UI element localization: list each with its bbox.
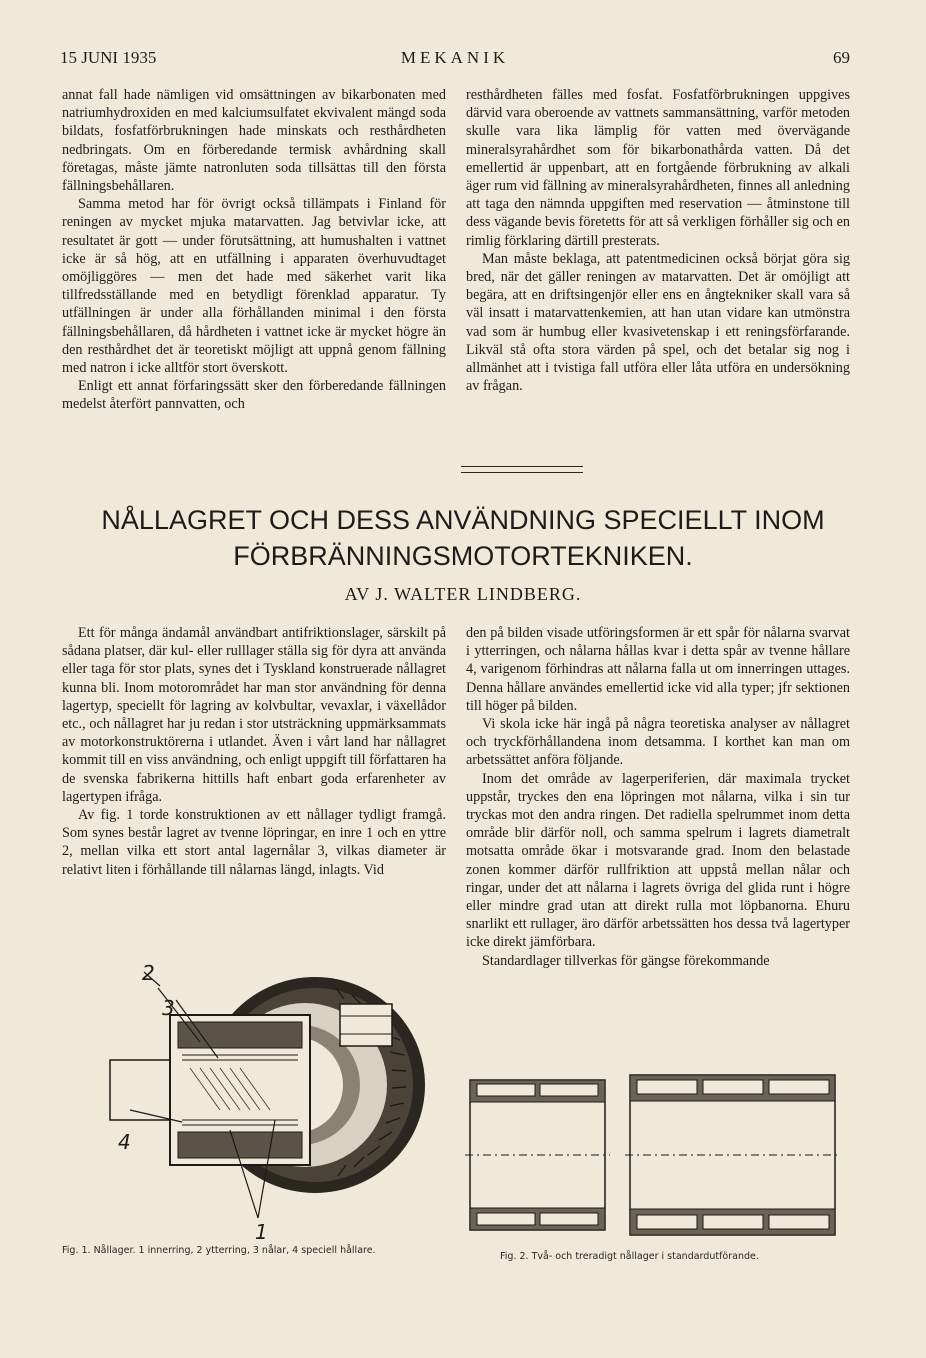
paragraph: annat fall hade nämligen vid omsättningen av bikarbonaten med natriumhydroxiden en med kalciumsulfatet ekvivalent mängd soda bildats, fosfatförbrukningen hade minskats och resthårdheten nedbringats. Om en förberedande termisk avhårdning skall företagas, måste jämte natronluten soda tillsättas till den första fällningsbehållaren. — [62, 87, 446, 195]
paragraph: den på bilden visade utföringsformen är ett spår för nålarna svarvat i ytterringen, och nålarna hållas kvar i detta spår av tvenne hållare 4, varigenom förhindras att nålarna falla ut om innerringen uttages. Denna hållare användes emellertid icke vid alla typer; jfr sektionen till höger på bilden. — [466, 625, 850, 714]
bottom-right-column — [466, 624, 850, 970]
paragraph: Man måste beklaga, att patentmedicinen också börjat göra sig bred, när det gäller reningen av matarvatten. Det är omöjligt att begära, att en driftsingenjör eller ens en ångtekniker skall vara så väl insatt i matarvattenkemien, att han utan vidare kan utmönstra vad som är humbug eller kvasivetenskap i ett reningsförfarande. Likväl stå ofta stora värden på spel, och det betalar sig nog i allmänhet att i tvistiga fall utföra eller låta utföra en undersökning av frågan. — [466, 250, 850, 395]
fig1-label-1: 1 — [255, 1220, 268, 1244]
paragraph: Inom det område av lagerperiferien, där maximala trycket uppstår, tryckes den ena löpringen mot nålarna, vilka i sin tur tryckas mot den andra ringen. Det radiella spelrummet inom detta område blir därför noll, och samma spelrum i lagrets diametralt motsatta område ökar i motsvarande grad. Inom den belastade zonen kommer därför rullfriktion att uppstå mellan nålar och ringar, under det att nålarna i lagrets övriga del glida runt i högre eller mindre grad utan att direkt rulla mot löpbanorna. Ehuru snarlikt ett rullager, äro därför arbetssätten hos dessa två lagertyper icke direkt jämförbara. — [466, 770, 850, 951]
paragraph: Samma metod har för övrigt också tillämpats i Finland för reningen av mycket mjuka matarvatten. Jag betvivlar icke, att resultatet är gott — under förutsättning, att humushalten i vattnet icke är så hög, att en utfällning i apparaten överhuvudtaget omöjliggöres — men det hade med säkerhet varit lika tillfredsställande med en betydligt förenklad apparatur. Ty utfällningen är under alla förhållanden minimal i den första fällningsbehållaren, då hårdheten i vattnet icke är mycket högre än den resthårdhet det är teoretiskt möjligt att uppnå genom fällning med natron i icke alltför stort överskott. — [62, 196, 446, 377]
figure-2-caption: Fig. 2. Två- och treradigt nållager i standardutförande. — [500, 1251, 759, 1262]
bottom-left-column — [62, 624, 446, 879]
paragraph: Enligt ett annat förfaringssätt sker den förberedande fällningen medelst återfört pannvatten, och — [62, 378, 446, 413]
paragraph: Standardlager tillverkas för gängse förekommande — [482, 952, 770, 969]
paragraph: Av fig. 1 torde konstruktionen av ett nållager tydligt framgå. Som synes består lagret av tvenne löpringar, en inre 1 och en yttre 2, mellan vilka ett stort antal lagernålar 3, vilkas diameter är relativt liten i förhållande till nålarnas längd, inlagts. Vid — [62, 807, 446, 878]
paragraph: Ett för många ändamål användbart antifriktionslager, särskilt på sådana platser, där kul- eller rulllager ställa sig för dyra att använda eller taga för stor plats, synes det i Tyskland konstruerade nållagret kunna bli. Inom motorområdet har man stor användning för denna lagertyp, speciellt för lagring av kolvbultar, vevaxlar, i växellådor etc., och nållagret har ju redan i stor utsträckning uppmärksammats av motorkonstruktörerna i utlandet. Även i vårt land har nållagret kommit till en viss användning, och enligt uppgift till författaren ha de svenska fabrikerna hittills haft enbart goda erfarenheter av lagertypen ifråga. — [62, 625, 446, 805]
title-line: NÅLLAGRET OCH DESS ANVÄNDNING SPECIELLT INOM — [101, 505, 825, 535]
top-right-column — [466, 86, 850, 395]
top-left-column — [62, 86, 446, 414]
byline: AV J. WALTER LINDBERG. — [344, 584, 582, 604]
issue-date: 15 JUNI 1935 — [60, 48, 157, 67]
fig1-label-3: 3 — [162, 996, 175, 1020]
figure-1-needle-bearing — [100, 960, 450, 1240]
figure-1-caption: Fig. 1. Nållager. 1 innerring, 2 ytterring, 3 nålar, 4 speciell hållare. — [62, 1245, 376, 1256]
paragraph: resthårdheten fälles med fosfat. Fosfatförbrukningen uppgives därvid vara oberoende av vattnets sammansättning, varför metoden skulle vara lika lämplig för vatten med övervägande mineralsyrahårdhet som för bikarbonathårda vatten. Då det emellertid är uppenbart, att en fortgående förbrukning av alkali äger rum vid fällning av mineralsyrahårdheten, finnes all anledning att taga den nämnda uppgiften med reservation — åtminstone till dess vägande bevis företetts för att så verkligen förhåller sig och en rimlig förklaring därtill presterats. — [466, 87, 850, 249]
section-divider — [461, 466, 583, 473]
journal-name: MEKANIK — [400, 48, 510, 67]
paragraph: Vi skola icke här ingå på några teoretiska analyser av nållagret och tryckförhållandena inom detsamma. I korthet kan man om arbetssättet anföra följande. — [466, 716, 850, 769]
figure-2-standard-bearings — [465, 1070, 865, 1250]
fig1-label-2: 2 — [142, 961, 155, 985]
running-header — [60, 48, 850, 74]
title-line: FÖRBRÄNNINGSMOTORTEKNIKEN. — [233, 541, 693, 571]
page-number: 69 — [833, 48, 850, 67]
article-title — [40, 502, 886, 574]
fig1-label-4: 4 — [118, 1130, 131, 1154]
